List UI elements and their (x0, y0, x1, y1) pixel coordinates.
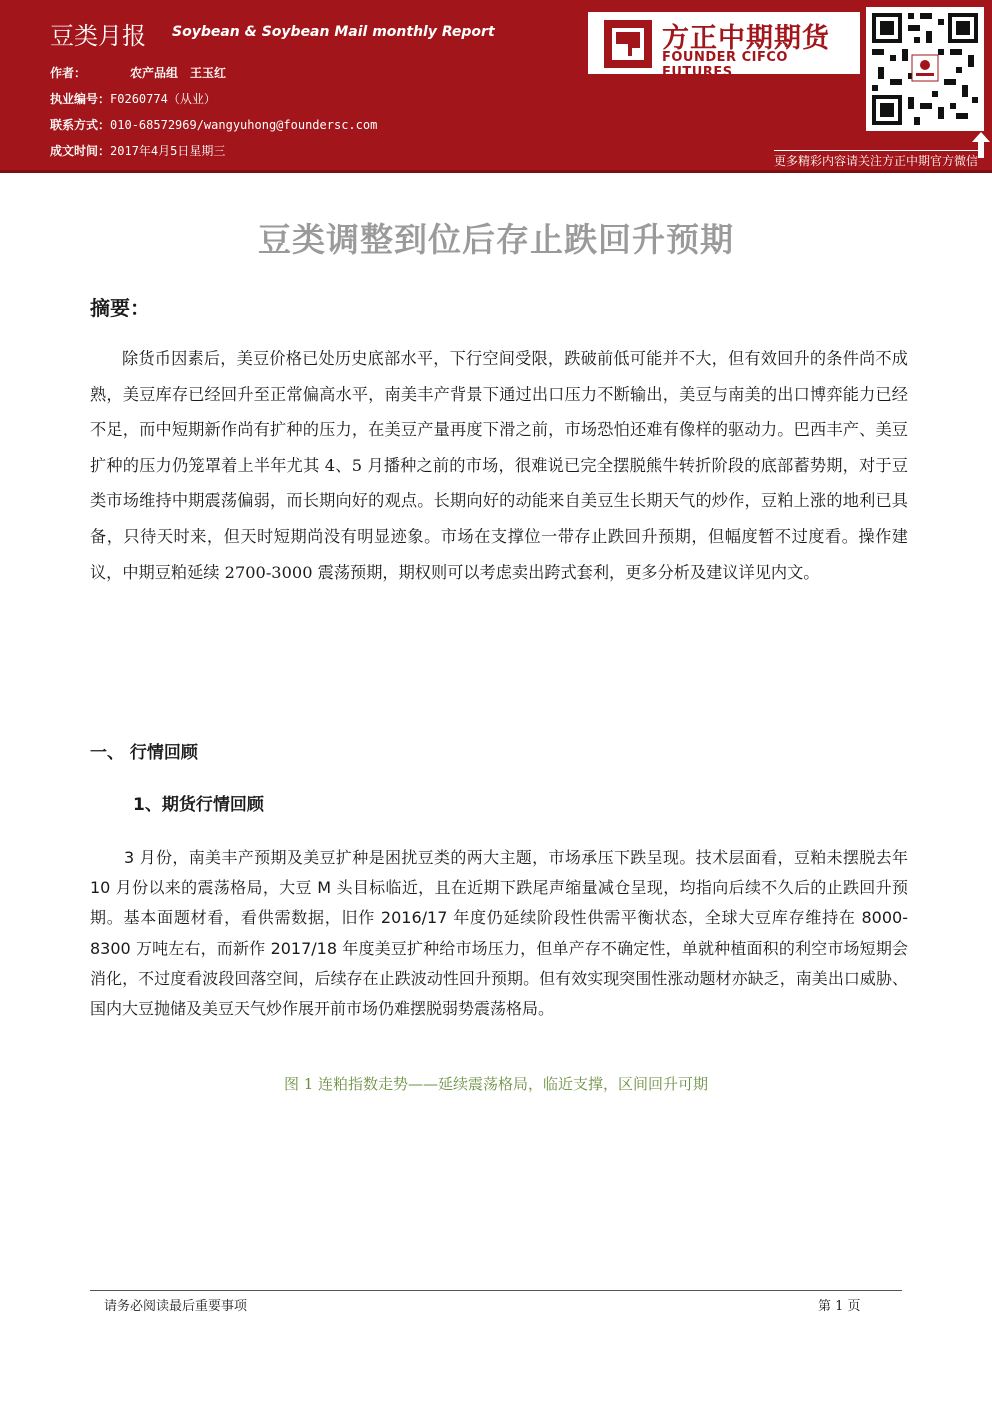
figure-caption: 图 1 连粕指数走势——延续震荡格局，临近支撑，区间回升可期 (283, 1075, 709, 1093)
logo-english-name: FOUNDER CIFCO FUTURES (662, 50, 788, 80)
wechat-qr-code (866, 7, 984, 131)
license-label: 执业编号： (50, 92, 111, 106)
footer-divider (90, 1290, 902, 1291)
license-value: F0260774（从业） (110, 92, 216, 106)
contact-line (50, 116, 377, 133)
contact-label: 联系方式： (50, 118, 111, 132)
company-logo (588, 12, 860, 80)
qr-code-icon (866, 7, 984, 131)
date-value: 2017年4月5日星期三 (110, 144, 226, 158)
logo-chinese-name: 方正中期期货 (662, 23, 830, 54)
wechat-follow-text: 更多精彩内容请关注方正中期官方微信 (774, 150, 978, 169)
report-header (0, 0, 992, 170)
abstract-paragraph: 除货币因素后，美豆价格已处历史底部水平，下行空间受限，跌破前低可能并不大，但有效回升的条件尚不成熟，美豆库存已经回升至正常偏高水平，南美丰产背景下通过出口压力不断输出，美豆与南美的出口博弈能力已经不足，而中短期新作尚有扩种的压力，在美豆产量再度下滑之前，市场恐怕还难有像样的驱动力。巴西丰产、美豆扩种的压力仍笼罩着上半年尤其 4、5 月播种之前的市场，很难说已完全摆脱熊牛转折阶段的底部蓄势期，对于豆类市场维持中期震荡偏弱，而长期向好的观点。长期向好的动能来自美豆生长期天气的炒作，豆粕上涨的地利已具备，只待天时来，但天时短期尚没有明显迹象。市场在支撑位一带存止跌回升预期，但幅度暂不过度看。操作建议，中期豆粕延续 2700-3000 震荡预期，期权则可以考虑卖出跨式套利，更多分析及建议详见内文。 (90, 349, 908, 582)
report-subtitle: Soybean & Soybean Mail monthly Report (172, 24, 495, 40)
report-type-title: 豆类月报 (50, 22, 146, 50)
abstract-heading: 摘要： (90, 296, 150, 320)
header-divider (0, 170, 992, 173)
date-label: 成文时间： (50, 144, 111, 158)
contact-value: 010-68572969/wangyuhong@foundersc.com (110, 118, 378, 132)
section-heading: 一、 行情回顾 (90, 743, 198, 763)
market-review-paragraph: 3 月份，南美丰产预期及美豆扩种是困扰豆类的两大主题，市场承压下跌呈现。技术层面看，豆粕未摆脱去年 10 月份以来的震荡格局，大豆 M 头目标临近，且在近期下跌尾声缩量减仓呈现，均指向后续不久后的止跌回升预期。基本面题材看，看供需数据，旧作 2016/17 年度仍延续阶段性供需平衡状态，全球大豆库存维持在 8000-8300 万吨左右，而新作 2017/18 年度美豆扩种给市场压力，但单产存不确定性，单就种植面积的利空市场短期会消化，不过度看波段回落空间，后续存在止跌波动性回升预期。但有效实现突围性涨动题材亦缺乏，南美出口威胁、国内大豆抛储及美豆天气炒作展开前市场仍难摆脱弱势震荡格局。 (90, 848, 908, 1019)
page-number: 第 1 页 (818, 1299, 861, 1314)
subsection-heading: 1、期货行情回顾 (133, 795, 264, 815)
founder-logo-icon (602, 18, 654, 70)
date-line (50, 142, 225, 159)
author-value: 农产品组 王玉红 (130, 66, 227, 80)
footer-notice: 请务必阅读最后重要事项 (104, 1299, 248, 1314)
document-title: 豆类调整到位后存止跌回升预期 (258, 220, 734, 259)
license-line (50, 90, 216, 107)
author-line (50, 64, 226, 81)
author-label: 作者： (50, 66, 87, 80)
